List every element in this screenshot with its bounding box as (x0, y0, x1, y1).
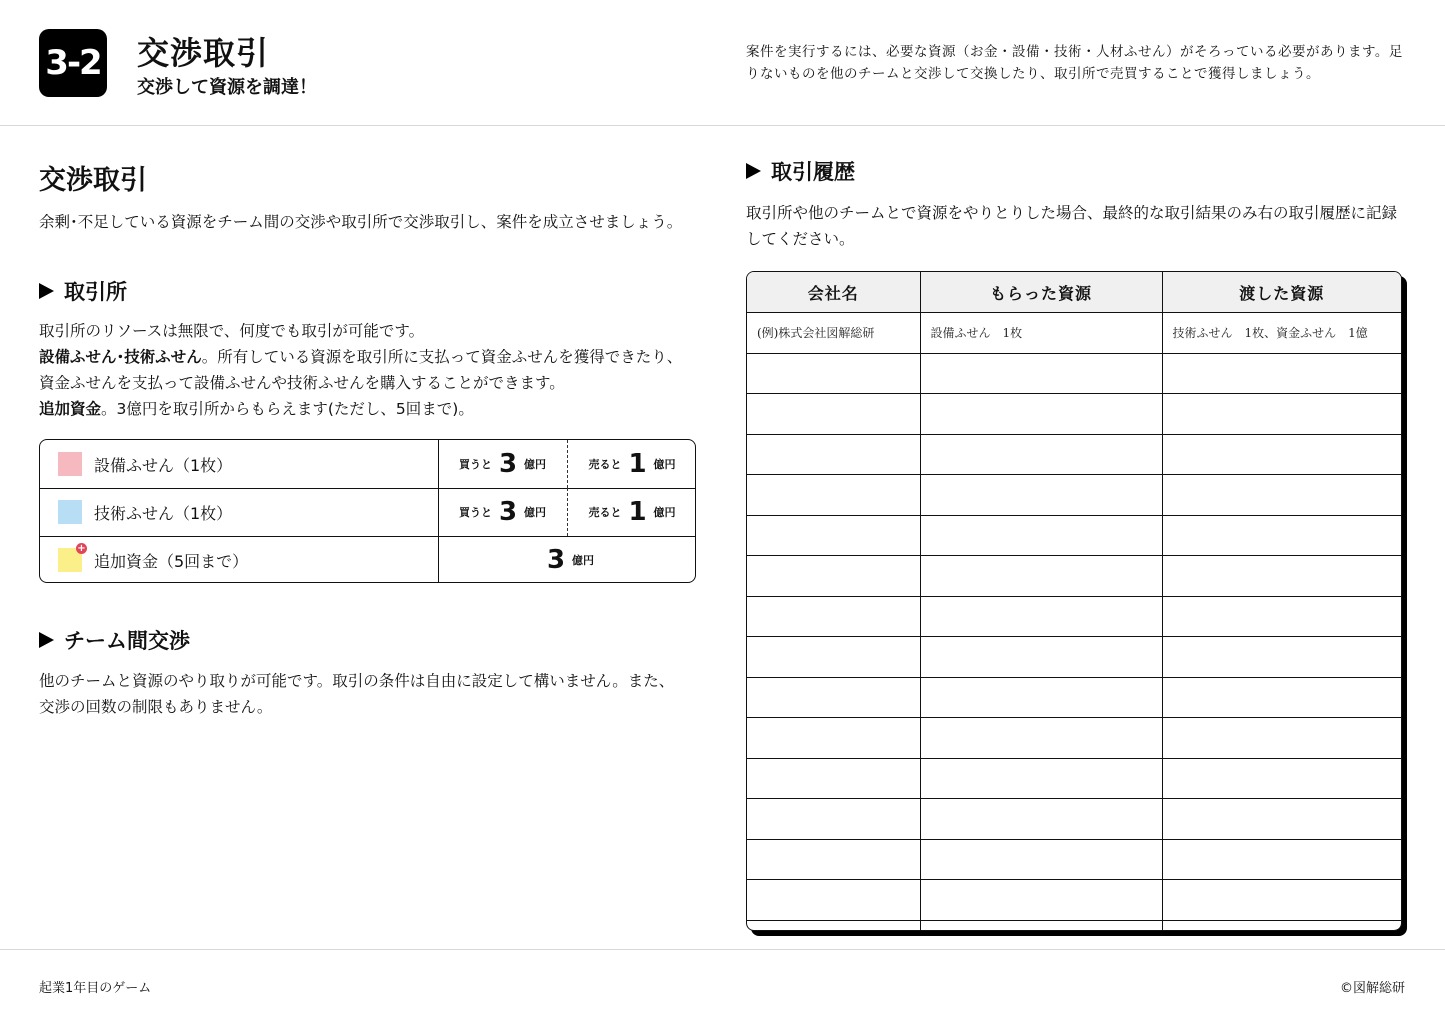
price-row-technology (40, 488, 695, 537)
buy-price-cell (438, 488, 568, 536)
exchange-line-4-bold: 追加資金 (39, 400, 102, 418)
price-row-name-cell (40, 440, 439, 488)
pink-sticky-note-icon (58, 452, 82, 476)
footer-game-title: 起業1年目のゲーム (39, 981, 152, 996)
price-row-label: 設備ふせん（1枚） (94, 455, 233, 475)
history-empty-cell[interactable] (920, 434, 1162, 475)
history-example-row (747, 313, 1401, 354)
extra-funds-value-cell (438, 536, 696, 583)
history-empty-row (747, 475, 1401, 516)
negotiation-line-2: 交渉の回数の制限もありません。 (39, 698, 273, 716)
section-title: 交渉取引 (39, 165, 147, 196)
extra-funds-unit: 億円 (572, 554, 595, 567)
history-empty-cell[interactable] (1162, 718, 1401, 759)
history-empty-row (747, 677, 1401, 718)
history-empty-cell[interactable] (920, 637, 1162, 678)
exchange-line-2-rest: 。所有している資源を取引所に支払って資金ふせんを獲得できたり、 (201, 348, 683, 366)
price-table (39, 439, 696, 583)
history-empty-cell[interactable] (1162, 515, 1401, 556)
history-empty-row (747, 637, 1401, 678)
extra-funds-value: 3 (546, 545, 566, 575)
history-empty-cell[interactable] (747, 353, 920, 394)
sell-value: 1 (628, 497, 647, 527)
history-header-row (747, 272, 1401, 313)
history-empty-cell[interactable] (920, 799, 1162, 840)
history-empty-cell[interactable] (1162, 475, 1401, 516)
column-header-given: 渡した資源 (1162, 272, 1401, 313)
history-empty-cell[interactable] (920, 556, 1162, 597)
sell-price-cell (568, 488, 696, 536)
history-empty-row (747, 596, 1401, 637)
history-description: 取引所や他のチームとで資源をやりとりした場合、最終的な取引結果のみ右の取引履歴に記録してください。 (746, 204, 1398, 248)
history-empty-cell[interactable] (920, 880, 1162, 921)
negotiation-heading-text: チーム間交渉 (64, 629, 190, 653)
negotiation-line-1: 他のチームと資源のやり取りが可能です。取引の条件は自由に設定して構いません。また、 (39, 672, 675, 690)
history-table-container (746, 271, 1404, 931)
sell-label: 売ると (588, 458, 622, 471)
page-title: 交渉取引 (137, 34, 270, 72)
exchange-line-1: 取引所のリソースは無限で、何度でも取引が可能です。 (39, 322, 425, 340)
history-empty-row (747, 434, 1401, 475)
triangle-bullet-icon (39, 632, 54, 648)
history-empty-cell[interactable] (920, 475, 1162, 516)
history-empty-cell[interactable] (920, 353, 1162, 394)
history-empty-cell[interactable] (1162, 637, 1401, 678)
history-empty-cell[interactable] (1162, 758, 1401, 799)
history-empty-row (747, 839, 1401, 880)
exchange-heading (39, 276, 127, 306)
history-empty-cell[interactable] (747, 637, 920, 678)
history-empty-cell[interactable] (920, 596, 1162, 637)
column-header-company: 会社名 (747, 272, 920, 313)
buy-label: 買うと (458, 506, 492, 519)
buy-price-cell (438, 440, 568, 488)
example-received-cell: 設備ふせん 1枚 (920, 313, 1162, 354)
price-row-name-cell (40, 536, 439, 583)
column-header-received: もらった資源 (920, 272, 1162, 313)
history-empty-row (747, 799, 1401, 840)
history-empty-row (747, 880, 1401, 921)
history-empty-cell[interactable] (1162, 799, 1401, 840)
history-empty-row (747, 758, 1401, 799)
history-empty-row (747, 920, 1401, 931)
history-empty-cell[interactable] (1162, 920, 1401, 931)
history-empty-cell[interactable] (1162, 596, 1401, 637)
history-empty-cell[interactable] (920, 839, 1162, 880)
plus-icon: + (77, 543, 86, 554)
blue-sticky-note-icon (58, 500, 82, 524)
exchange-line-2-bold: 設備ふせん･技術ふせん (39, 348, 202, 366)
example-given-cell: 技術ふせん 1枚、資金ふせん 1億 (1162, 313, 1401, 354)
history-empty-cell[interactable] (747, 596, 920, 637)
negotiation-description (39, 668, 674, 720)
history-empty-cell[interactable] (920, 394, 1162, 435)
history-empty-cell[interactable] (920, 758, 1162, 799)
history-table (746, 271, 1402, 931)
history-empty-cell[interactable] (920, 718, 1162, 759)
yellow-sticky-note-icon (58, 543, 86, 572)
footer-copyright: ©図解総研 (1339, 981, 1405, 996)
exchange-description (39, 318, 682, 422)
triangle-bullet-icon (746, 163, 761, 179)
price-row-label: 技術ふせん（1枚） (94, 503, 233, 523)
buy-unit: 億円 (524, 458, 547, 471)
footer-divider (0, 949, 1445, 950)
exchange-line-4 (39, 396, 682, 422)
history-heading (746, 156, 855, 186)
history-empty-cell[interactable] (1162, 434, 1401, 475)
page-subtitle: 交渉して資源を調達！ (137, 77, 317, 98)
negotiation-heading (39, 625, 190, 655)
history-empty-cell[interactable] (1162, 677, 1401, 718)
history-empty-cell[interactable] (920, 677, 1162, 718)
history-empty-cell[interactable] (747, 515, 920, 556)
history-empty-row (747, 394, 1401, 435)
history-empty-cell[interactable] (747, 475, 920, 516)
buy-value: 3 (498, 449, 518, 479)
exchange-line-2 (39, 344, 682, 370)
history-empty-cell[interactable] (747, 839, 920, 880)
history-empty-cell[interactable] (920, 515, 1162, 556)
history-empty-cell[interactable] (747, 799, 920, 840)
history-empty-cell[interactable] (747, 880, 920, 921)
triangle-bullet-icon (39, 283, 54, 299)
history-empty-cell[interactable] (747, 434, 920, 475)
history-empty-cell[interactable] (747, 394, 920, 435)
history-empty-row (747, 718, 1401, 759)
sell-unit: 億円 (653, 458, 676, 471)
buy-label: 買うと (458, 458, 492, 471)
history-empty-row (747, 556, 1401, 597)
exchange-line-3: 資金ふせんを支払って設備ふせんや技術ふせんを購入することができます。 (39, 374, 565, 392)
history-empty-cell[interactable] (747, 718, 920, 759)
price-row-name-cell (40, 488, 439, 536)
price-row-label: 追加資金（5回まで） (94, 551, 249, 571)
price-row-equipment (40, 440, 695, 489)
history-empty-row (747, 515, 1401, 556)
section-badge: 3-2 (39, 29, 107, 97)
history-empty-cell[interactable] (747, 758, 920, 799)
buy-unit: 億円 (524, 506, 547, 519)
price-row-extra-funds (40, 536, 695, 583)
buy-value: 3 (498, 497, 518, 527)
section-lead: 余剰･不足している資源をチーム間の交渉や取引所で交渉取引し、案件を成立させましょう。 (39, 213, 683, 231)
history-empty-cell[interactable] (747, 677, 920, 718)
sell-unit: 億円 (653, 506, 676, 519)
sell-label: 売ると (588, 506, 622, 519)
exchange-line-4-rest: 。3億円を取引所からもらえます(ただし、5回まで)。 (101, 400, 474, 418)
example-company-cell: (例)株式会社図解総研 (747, 313, 920, 354)
history-empty-cell[interactable] (1162, 880, 1401, 921)
page-description: 案件を実行するには、必要な資源（お金・設備・技術・人材ふせん）がそろっている必要があります。足りないものを他のチームと交渉して交換したり、取引所で売買することで獲得しましょう。 (746, 44, 1403, 82)
history-empty-cell[interactable] (1162, 353, 1401, 394)
sell-value: 1 (628, 449, 647, 479)
page-header (0, 0, 1445, 126)
history-empty-cell[interactable] (747, 920, 920, 931)
history-empty-cell[interactable] (1162, 839, 1401, 880)
history-empty-cell[interactable] (747, 556, 920, 597)
history-empty-row (747, 353, 1401, 394)
history-empty-cell[interactable] (1162, 556, 1401, 597)
sell-price-cell (568, 440, 696, 488)
exchange-heading-text: 取引所 (64, 280, 127, 304)
history-empty-cell[interactable] (920, 920, 1162, 931)
history-empty-cell[interactable] (1162, 394, 1401, 435)
history-heading-text: 取引履歴 (771, 160, 855, 184)
